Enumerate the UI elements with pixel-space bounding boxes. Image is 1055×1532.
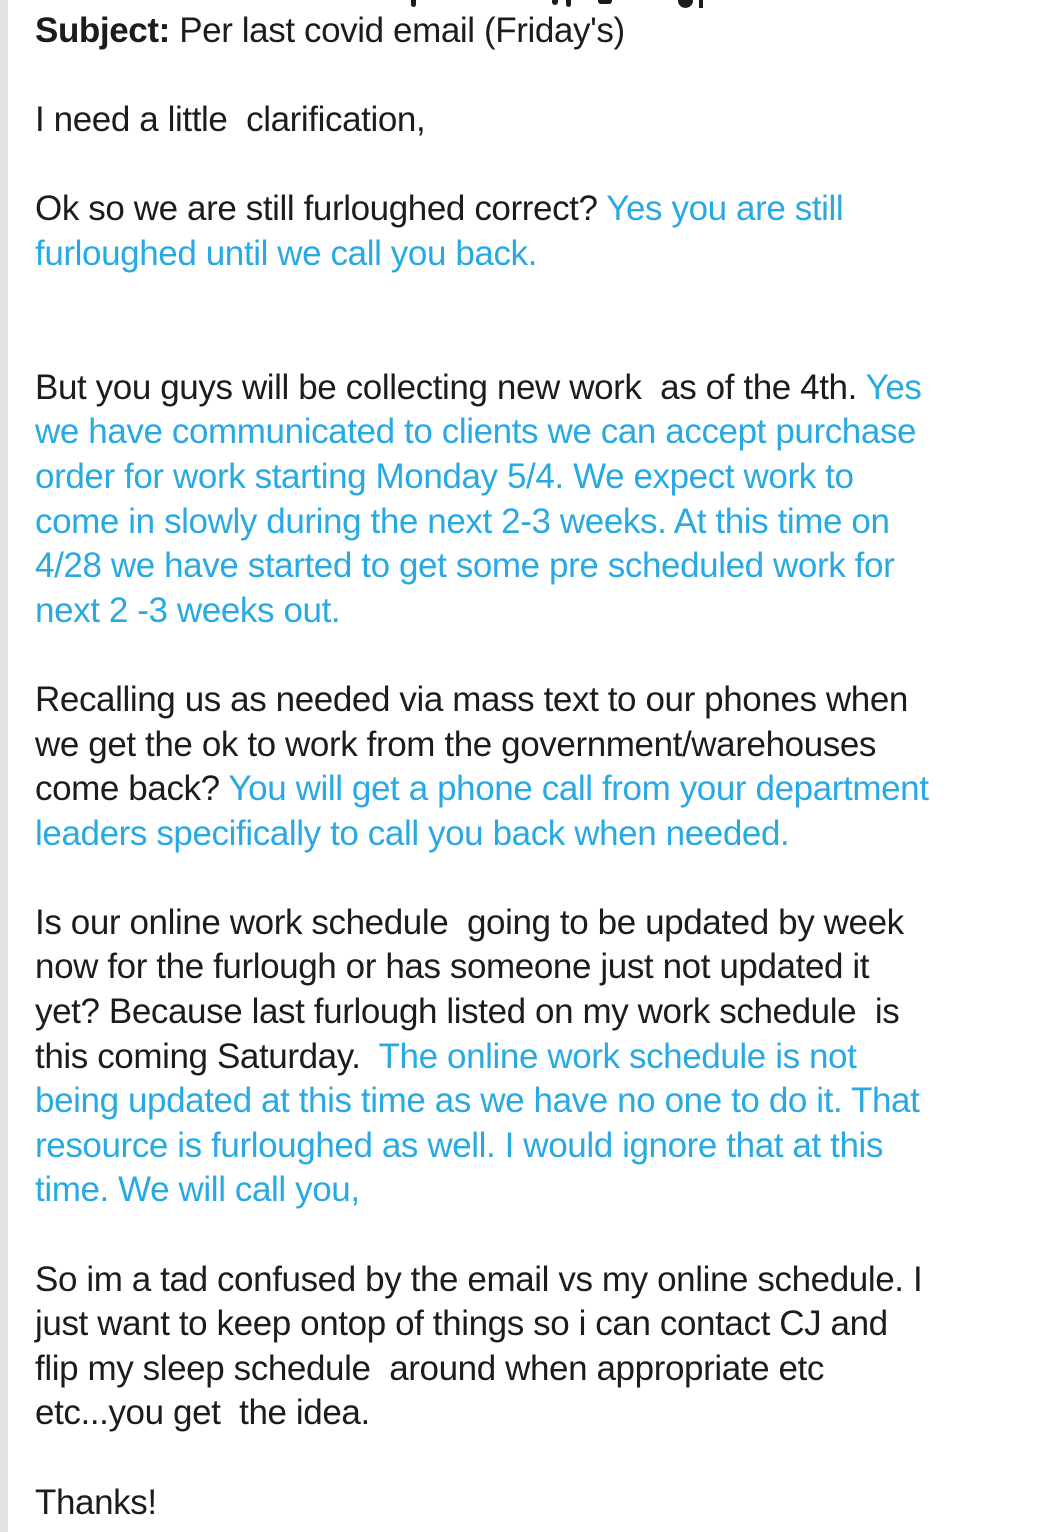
reply-text: Yes you are still: [606, 189, 844, 229]
text-line: [35, 455, 1049, 500]
reply-text: time. We will call you,: [35, 1170, 360, 1210]
text-line: [35, 990, 1049, 1035]
text-line: [35, 1168, 1049, 1213]
sender-text: come back?: [35, 769, 229, 809]
sender-text: But you guys will be collecting new work as of the 4th.: [35, 367, 866, 407]
text-line: [35, 589, 1049, 634]
text-line: [35, 9, 1049, 54]
email-paragraph: [35, 366, 1049, 634]
text-line: [35, 1391, 1049, 1436]
sender-text: flip my sleep schedule around when appropriate etc: [35, 1348, 824, 1388]
sender-text: just want to keep ontop of things so i can contact CJ and: [35, 1304, 888, 1344]
sender-text: this coming Saturday.: [35, 1036, 379, 1076]
reply-text: come in slowly during the next 2-3 weeks. At this time on: [35, 501, 890, 541]
reply-text: Yes: [865, 367, 922, 407]
text-line: [35, 1347, 1049, 1392]
sender-text: we get the ok to work from the government/warehouses: [35, 724, 877, 764]
glyph-fragment: [566, 0, 571, 7]
text-line: [35, 500, 1049, 545]
text-line: [35, 812, 1049, 857]
email-paragraph: [35, 1258, 1049, 1436]
text-line: [35, 1035, 1049, 1080]
text-line: [35, 1258, 1049, 1303]
reply-text: next 2 -3 weeks out.: [35, 590, 341, 630]
glyph-fragment: [598, 0, 612, 4]
text-line: [35, 1079, 1049, 1124]
reply-text: resource is furloughed as well. I would ignore that at this: [35, 1125, 883, 1165]
glyph-fragment: [678, 0, 693, 8]
left-edge-strip: [0, 0, 8, 1532]
glyph-fragment: [552, 0, 558, 5]
text-line: [35, 1481, 1049, 1526]
sender-text: etc...you get the idea.: [35, 1393, 370, 1433]
reply-text: furloughed until we call you back.: [35, 233, 537, 273]
sender-text: I need a little clarification,: [35, 100, 426, 140]
text-line: [35, 723, 1049, 768]
sender-text: Thanks!: [35, 1482, 157, 1522]
text-line: [35, 187, 1049, 232]
text-line: [35, 544, 1049, 589]
sender-text: Per last covid email (Friday's): [169, 11, 625, 50]
glyph-fragment: [699, 0, 703, 8]
text-line: [35, 901, 1049, 946]
text-line: [35, 945, 1049, 990]
email-paragraph: [35, 98, 1049, 143]
email-paragraph: [35, 678, 1049, 856]
email-paragraph: [35, 1481, 1049, 1526]
text-line: [35, 767, 1049, 812]
email-paragraph: [35, 901, 1049, 1213]
sender-text: now for the furlough or has someone just not updated it: [35, 947, 870, 987]
text-line: [35, 410, 1049, 455]
reply-text: order for work starting Monday 5/4. We expect work to: [35, 456, 854, 496]
sender-text: So im a tad confused by the email vs my online schedule. I: [35, 1259, 923, 1299]
text-line: [35, 98, 1049, 143]
reply-text: You will get a phone call from your department: [228, 769, 929, 809]
sender-text: yet? Because last furlough listed on my work schedule is: [35, 992, 900, 1032]
glyph-fragment: [411, 0, 416, 7]
sender-text: Ok so we are still furloughed correct?: [35, 189, 607, 229]
email-paragraph: [35, 187, 1049, 276]
subject-label: Subject:: [35, 11, 170, 50]
clipped-text-top: [0, 0, 1055, 9]
reply-text: being updated at this time as we have no one to do it. That: [35, 1081, 920, 1121]
text-line: [35, 232, 1049, 277]
email-paragraph: [35, 9, 1049, 54]
text-line: [35, 366, 1049, 411]
sender-text: Recalling us as needed via mass text to our phones when: [35, 679, 908, 719]
text-line: [35, 1302, 1049, 1347]
reply-text: The online work schedule is not: [378, 1036, 857, 1076]
email-body: [35, 9, 1049, 1525]
sender-text: Is our online work schedule going to be updated by week: [35, 902, 904, 942]
text-line: [35, 1124, 1049, 1169]
reply-text: 4/28 we have started to get some pre scheduled work for: [35, 546, 895, 586]
reply-text: leaders specifically to call you back when needed.: [35, 813, 790, 853]
text-line: [35, 678, 1049, 723]
reply-text: we have communicated to clients we can accept purchase: [35, 412, 917, 452]
